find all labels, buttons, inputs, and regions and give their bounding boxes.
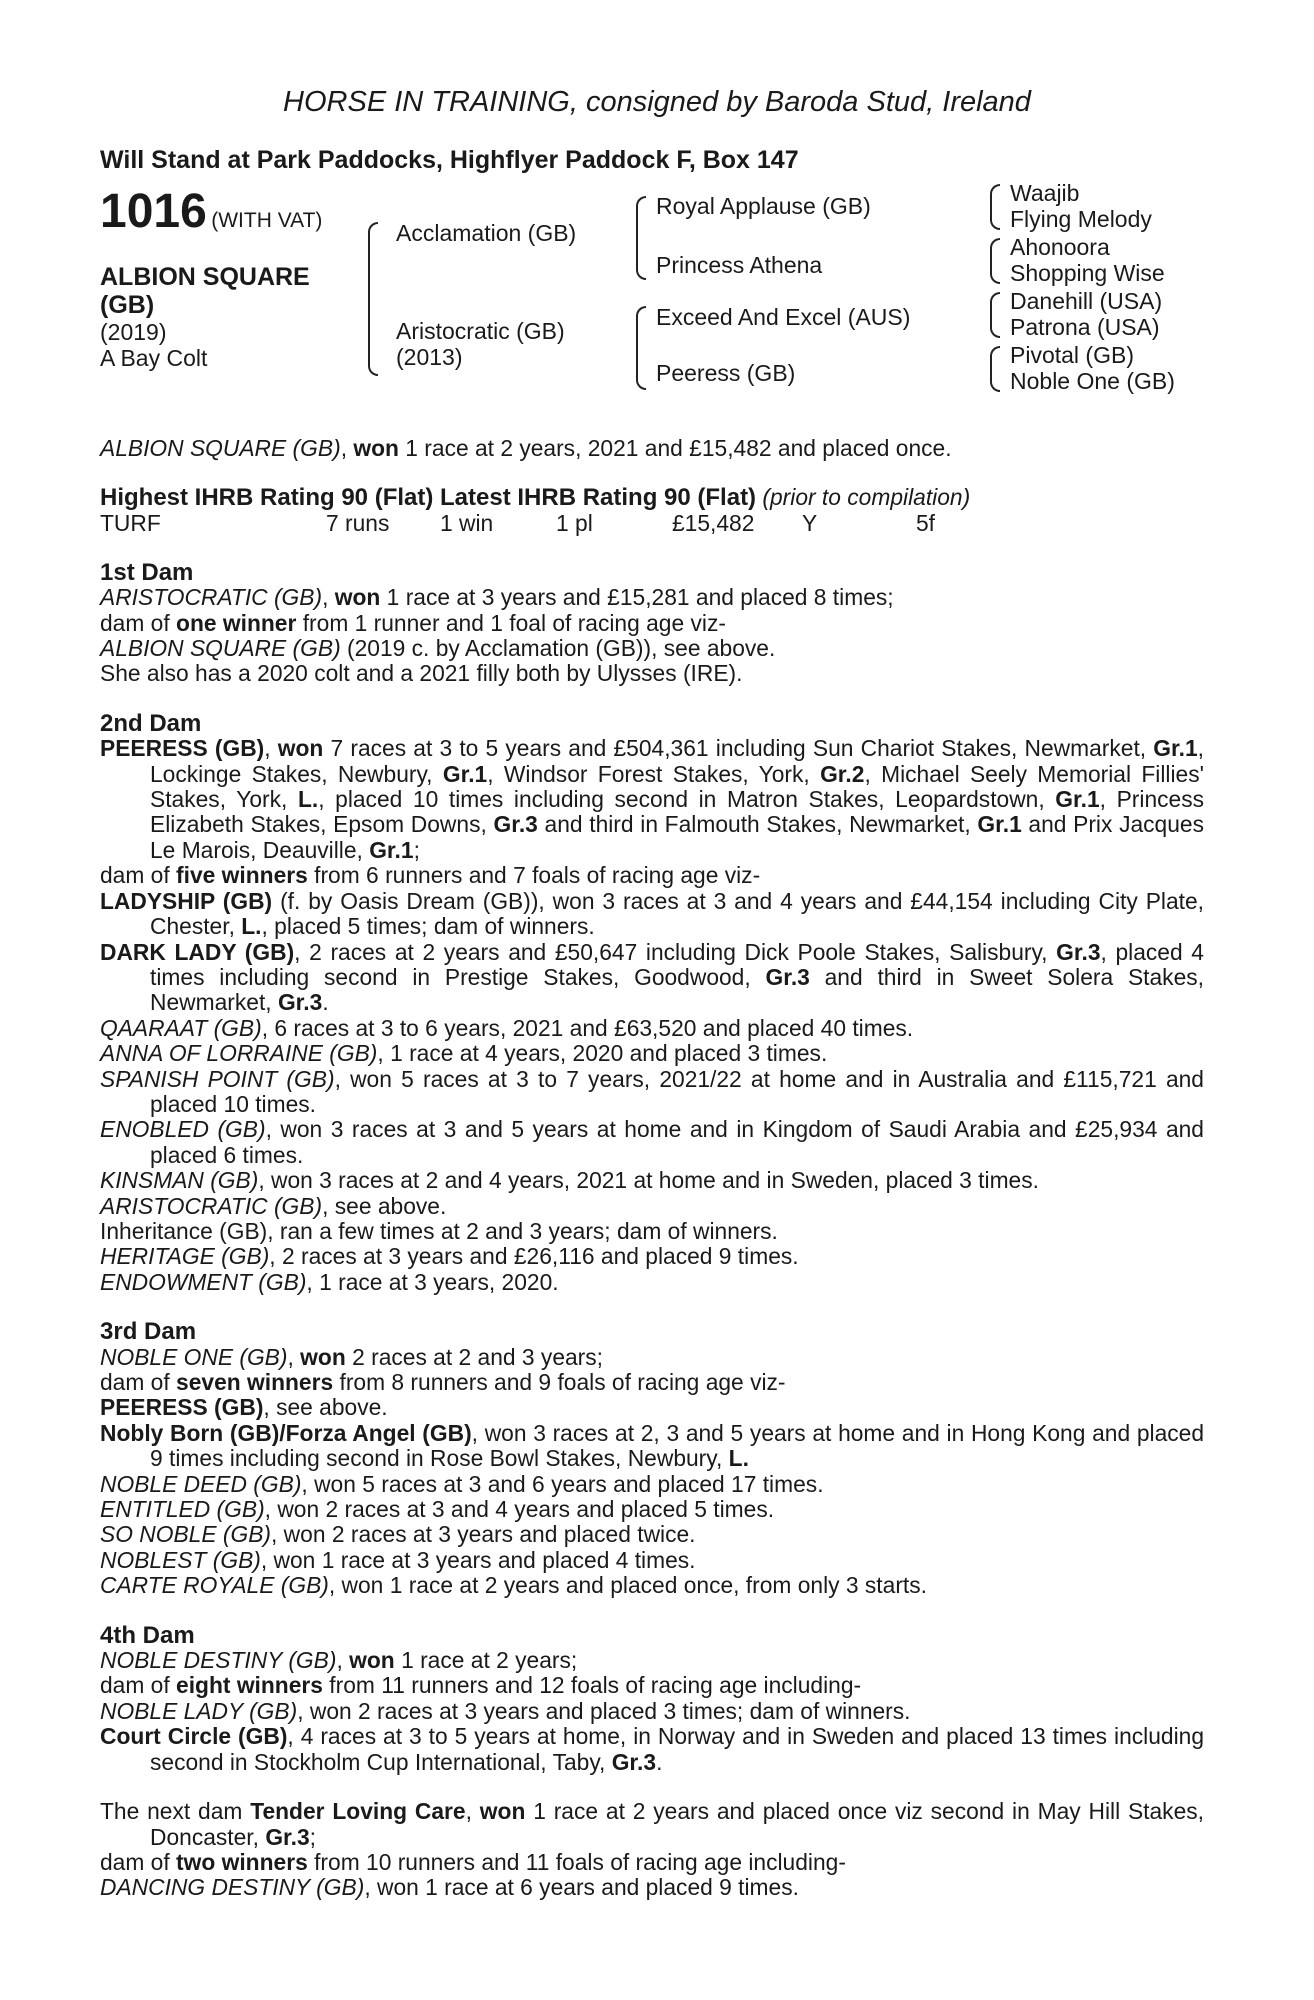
next-dam-line: The next dam Tender Loving Care, won 1 race at 2 years and placed once viz second in May Hill Stakes, Doncaster, Gr.3; [100,1798,1204,1850]
lot-number: 1016 [100,185,207,238]
pedigree-sire: Acclamation (GB) [396,220,577,246]
next-dam-produce: dam of two winners from 10 runners and 11 foals of racing age including- [100,1848,846,1875]
page-title: HORSE IN TRAINING, consigned by Baroda Stud, Ireland [283,86,1031,118]
horse-name-country: (GB) [100,291,155,319]
pedigree-dss: Danehill (USA) [1010,288,1163,314]
progeny-anna: ANNA OF LORRAINE (GB), 1 race at 4 years, 2020 and placed 3 times. [100,1040,828,1067]
first-dam-line: ARISTOCRATIC (GB), won 1 race at 3 years and £15,281 and placed 8 times; [100,584,894,611]
progeny-carte-royale: CARTE ROYALE (GB), won 1 race at 2 years and placed once, from only 3 starts. [100,1572,927,1599]
second-dam-record: PEERESS (GB), won 7 races at 3 to 5 years and £504,361 including Sun Chariot Stakes, Newmarket, Gr.1, Lockinge Stakes, Newbury, Gr.1, Windsor Forest Stakes, York, Gr.2, Michael Seely Memorial Fillies' Stakes, York, L., placed 10 times including second in Matron Stakes, Leopardstown, Gr.1, Princess Elizabeth Stakes, Epsom Downs, Gr.3 and third in Falmouth Stakes, Newmarket, Gr.1 and Prix Jacques Le Marois, Deauville, Gr.1; [100,735,1205,863]
summary-line: ALBION SQUARE (GB), won 1 race at 2 years, 2021 and £15,482 and placed once. [100,435,952,461]
progeny-dark-lady: DARK LADY (GB), 2 races at 2 years and £50,647 including Dick Poole Stakes, Salisbury, Gr.3, placed 4 times including second in Prestige Stakes, Goodwood, Gr.3 and third in Sweet Solera Stakes, Newmarket, Gr.3. [100,938,1204,1016]
pedigree-brace-2 [636,196,646,280]
progeny-nobly-born: Nobly Born (GB)/Forza Angel (GB), won 3 races at 2, 3 and 5 years at home and in Hong Kong and placed 9 times including second in Rose Bowl Stakes, Newbury, L. [100,1419,1205,1472]
horse-name: ALBION SQUARE [100,263,310,291]
third-dam-heading: 3rd Dam [100,1318,197,1346]
fourth-dam-line: NOBLE DESTINY (GB), won 1 race at 2 years; [100,1647,578,1674]
progeny-noblest: NOBLEST (GB), won 1 race at 3 years and placed 4 times. [100,1546,696,1573]
progeny-peeress: PEERESS (GB), see above. [100,1394,388,1421]
first-dam-heading: 1st Dam [100,558,194,586]
pedigree-brace-3 [636,306,646,390]
progeny-spanish-point: SPANISH POINT (GB), won 5 races at 3 to 7 years, 2021/22 at home and in Australia and £115,721 and placed 10 times. [100,1065,1204,1117]
third-dam-line: NOBLE ONE (GB), won 2 races at 2 and 3 years; [100,1343,603,1370]
catalogue-body [100,436,1204,1901]
pedigree-dam: Aristocratic (GB) [396,318,565,344]
pedigree-brace-1 [368,222,378,376]
progeny-ladyship: LADYSHIP (GB) (f. by Oasis Dream (GB)), won 3 races at 3 and 4 years and £44,154 including City Plate, Chester, L., placed 5 times; dam of winners. [100,887,1204,940]
progeny-enobled: ENOBLED (GB), won 3 races at 3 and 5 years at home and in Kingdom of Saudi Arabia and £25,934 and placed 6 times. [100,1116,1204,1168]
pedigree-dds: Pivotal (GB) [1010,342,1134,368]
horse-description: A Bay Colt [100,345,208,371]
pedigree-ddd: Noble One (GB) [1010,368,1175,394]
pedigree-dam-sire: Exceed And Excel (AUS) [656,304,911,330]
pedigree-sdd: Shopping Wise [1010,260,1165,286]
progeny-entitled: ENTITLED (GB), won 2 races at 3 and 4 years and placed 5 times. [100,1496,775,1523]
first-dam-foal: ALBION SQUARE (GB) (2019 c. by Acclamation (GB)), see above. [100,635,776,662]
progeny-noble-deed: NOBLE DEED (GB), won 5 races at 3 and 6 years and placed 17 times. [100,1470,824,1497]
pedigree-brace-7 [990,346,1000,392]
progeny-inheritance: Inheritance (GB), ran a few times at 2 and 3 years; dam of winners. [100,1217,778,1244]
progeny-heritage: HERITAGE (GB), 2 races at 3 years and £26,116 and placed 9 times. [100,1243,799,1270]
pedigree-brace-5 [990,238,1000,284]
lot-vat: (WITH VAT) [211,209,323,232]
pedigree-dam-dam: Peeress (GB) [656,360,796,386]
progeny-so-noble: SO NOBLE (GB), won 2 races at 3 years and placed twice. [100,1521,696,1548]
horse-year: (2019) [100,319,167,345]
progeny-endowment: ENDOWMENT (GB), 1 race at 3 years, 2020. [100,1268,559,1295]
progeny-kinsman: KINSMAN (GB), won 3 races at 2 and 4 years, 2021 at home and in Sweden, placed 3 times. [100,1167,1039,1194]
rating-line: Highest IHRB Rating 90 (Flat) Latest IHRB Rating 90 (Flat) (prior to compilation) [100,484,971,512]
pedigree-brace-6 [990,292,1000,338]
second-dam-produce: dam of five winners from 6 runners and 7 foals of racing age viz- [100,862,761,889]
lot-block [100,184,322,239]
progeny-qaaraat: QAARAAT (GB), 6 races at 3 to 6 years, 2021 and £63,520 and placed 40 times. [100,1014,914,1041]
race-record: TURF 7 runs 1 win 1 pl £15,482 Y 5f [100,509,936,536]
pedigree-ssd: Flying Melody [1010,206,1152,232]
progeny-court-circle: Court Circle (GB), 4 races at 3 to 5 years at home, in Norway and in Sweden and placed 13 times including second in Stockholm Cup International, Taby, Gr.3. [100,1723,1204,1775]
first-dam-note: She also has a 2020 colt and a 2021 filly both by Ulysses (IRE). [100,660,743,687]
progeny-dancing-destiny: DANCING DESTINY (GB), won 1 race at 6 years and placed 9 times. [100,1874,799,1901]
stand-location: Will Stand at Park Paddocks, Highflyer Paddock F, Box 147 [100,146,799,174]
pedigree-sire-sire: Royal Applause (GB) [656,193,871,219]
fourth-dam-heading: 4th Dam [100,1621,195,1649]
second-dam-heading: 2nd Dam [100,709,202,737]
pedigree-brace-4 [990,184,1000,230]
third-dam-produce: dam of seven winners from 8 runners and 9 foals of racing age viz- [100,1369,786,1395]
pedigree-dsd: Patrona (USA) [1010,314,1160,340]
first-dam-produce: dam of one winner from 1 runner and 1 foal of racing age viz- [100,609,726,636]
progeny-aristocratic: ARISTOCRATIC (GB), see above. [100,1192,447,1219]
pedigree-dam-year: (2013) [396,344,463,370]
progeny-noble-lady: NOBLE LADY (GB), won 2 races at 3 years and placed 3 times; dam of winners. [100,1697,911,1724]
pedigree-sire-dam: Princess Athena [656,252,823,278]
fourth-dam-produce: dam of eight winners from 11 runners and 12 foals of racing age including- [100,1672,862,1699]
pedigree-sds: Ahonoora [1010,234,1110,260]
pedigree-sss: Waajib [1010,180,1080,206]
